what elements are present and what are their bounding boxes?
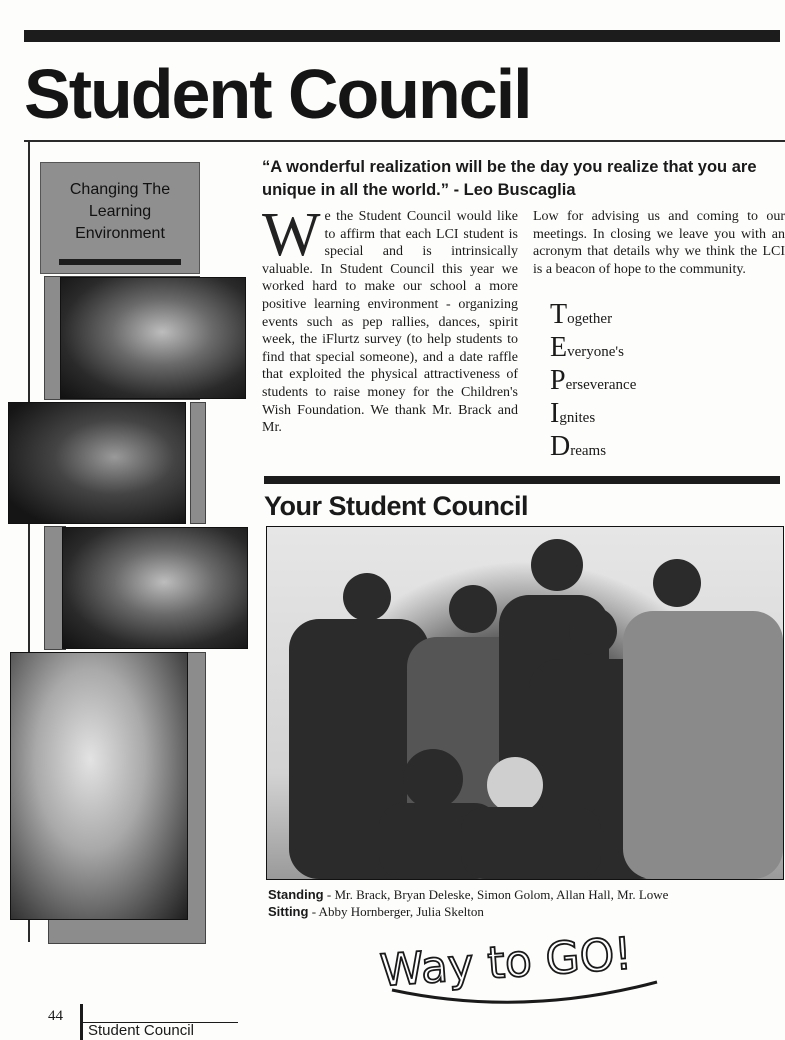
acronym-letter: T bbox=[550, 299, 568, 330]
acronym-word: reams bbox=[570, 443, 607, 459]
acronym-word: veryone's bbox=[567, 344, 624, 360]
sidebar-heading-box bbox=[40, 162, 200, 274]
photo-students-stairs bbox=[10, 652, 188, 920]
slogan-text: Way to GO! bbox=[378, 928, 634, 997]
caption-sitting-label: Sitting bbox=[268, 904, 309, 919]
body-column-2 bbox=[533, 208, 785, 278]
caption-sitting-names: - Abby Hornberger, Julia Skelton bbox=[308, 904, 484, 919]
group-photo-figures bbox=[267, 527, 783, 879]
acronym-letter: E bbox=[550, 332, 568, 363]
acronym-letter: D bbox=[550, 431, 571, 462]
sidebar-heading-bar bbox=[59, 259, 181, 265]
acronym-line bbox=[550, 331, 636, 364]
acronym-letter: P bbox=[550, 365, 566, 396]
caption-standing-label: Standing bbox=[268, 887, 324, 902]
photo-students-desk bbox=[60, 277, 246, 399]
acronym-line bbox=[550, 364, 636, 397]
quote: “A wonderful realization will be the day you realize that you are unique in all the world.” - Leo Buscaglia bbox=[262, 158, 757, 199]
top-rule bbox=[24, 30, 780, 42]
section-rule bbox=[264, 476, 780, 484]
acronym-line bbox=[550, 397, 636, 430]
body-column-1 bbox=[262, 201, 518, 437]
drop-cap: W bbox=[262, 201, 321, 269]
group-photo bbox=[266, 526, 784, 880]
acronym-line bbox=[550, 430, 636, 463]
photo-frame-2 bbox=[190, 402, 206, 524]
caption-standing-names: - Mr. Brack, Bryan Deleske, Simon Golom, Allan Hall, Mr. Lowe bbox=[323, 887, 669, 902]
photo-caption bbox=[268, 886, 668, 920]
acronym-word: gnites bbox=[559, 410, 596, 426]
slogan-graphic bbox=[372, 918, 672, 1008]
section-title: Your Student Council bbox=[264, 491, 528, 521]
acronym-list bbox=[550, 298, 636, 463]
sidebar-heading: Changing The Learning Environment bbox=[69, 181, 171, 242]
acronym-line bbox=[550, 298, 636, 331]
acronym-word: erseverance bbox=[565, 377, 637, 393]
title-underline bbox=[24, 140, 785, 142]
photo-students-table bbox=[62, 527, 248, 649]
acronym-word: ogether bbox=[567, 311, 613, 327]
photo-students-group bbox=[8, 402, 186, 524]
footer-section-label: Student Council bbox=[88, 1022, 194, 1039]
acronym-letter: I bbox=[550, 398, 560, 429]
body-text-2: Low for advising us and coming to our meetings. In closing we leave you with an acronym that details why we think the LCI is a beacon of hope to the community. bbox=[533, 209, 785, 277]
page-title: Student Council bbox=[24, 55, 531, 133]
page-number: 44 bbox=[48, 1008, 63, 1024]
body-text-1: e the Student Council would like to affirm that each LCI student is special and is intrinsically valuable. In Student Council this year we worked hard to make our school a more positive learning environment - organizing events such as pep rallies, dances, spirit week, the iFlurtz survey (to help students to find that special someone), and a date raffle that exploited the physical attractiveness of students to raise money for the Children's Wish Foundation. We thank Mr. Brack and Mr. bbox=[262, 209, 518, 436]
